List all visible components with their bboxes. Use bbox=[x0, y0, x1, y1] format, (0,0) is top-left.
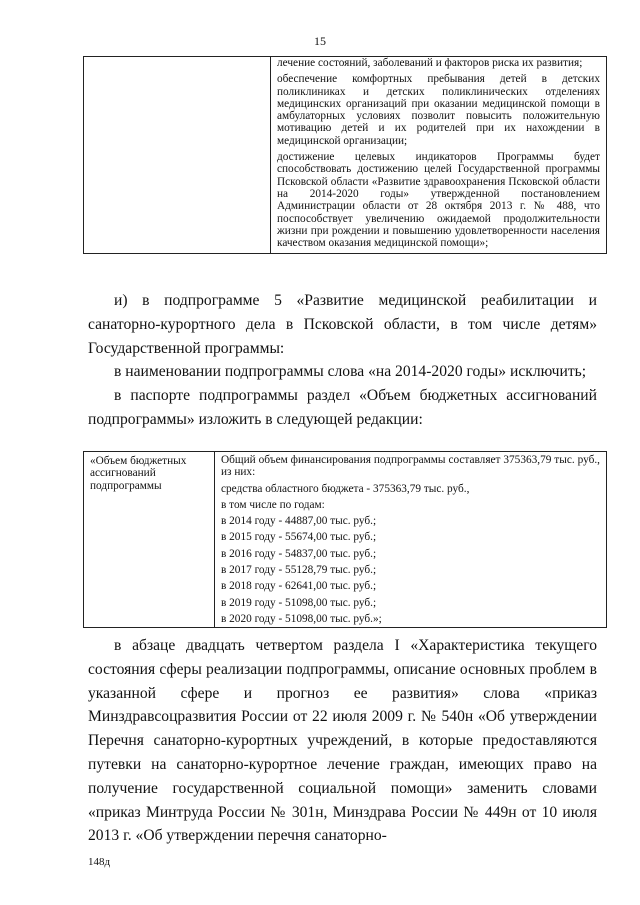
budget-line: в 2014 году - 44887,00 тыс. руб.; bbox=[221, 515, 377, 528]
budget-line: в 2018 году - 62641,00 тыс. руб.; bbox=[221, 580, 377, 593]
table1-paragraph: обеспечение комфортных пребывания детей в детских поликлиниках и детских поликлинических отделениях медицинских организаций при оказании медицинской помощи в амбулаторных условиях позволит повысить положительную мотивацию детей и их родителей при их нахождении в медицинской организации; bbox=[277, 73, 600, 147]
budget-line: в 2020 году - 51098,00 тыс. руб.»; bbox=[221, 612, 382, 625]
budget-line: в том числе по годам: bbox=[221, 498, 325, 511]
budget-table bbox=[83, 451, 607, 628]
continued-table bbox=[83, 56, 607, 254]
body-paragraph: в наименовании подпрограммы слова «на 2014-2020 годы» исключить; bbox=[114, 363, 587, 381]
budget-total-line: Общий объем финансирования подпрограммы составляет 375363,79 тыс. руб., из них: bbox=[221, 454, 600, 479]
page-number: 15 bbox=[314, 34, 326, 48]
budget-line: в 2016 году - 54837,00 тыс. руб.; bbox=[221, 547, 377, 560]
table1-right-cell bbox=[271, 57, 607, 254]
budget-line: в 2017 году - 55128,79 тыс. руб.; bbox=[221, 564, 377, 577]
body-paragraph: и) в подпрограмме 5 «Развитие медицинской реабилитации и санаторно-курортного дела в Псковской области, в том числе детям» Государственной программы: bbox=[88, 292, 597, 357]
budget-values-cell bbox=[215, 452, 607, 628]
document-code: 148д bbox=[88, 856, 111, 868]
body-text-block-1 bbox=[88, 289, 597, 432]
table1-paragraph: достижение целевых индикаторов Программы будет способствовать достижению целей Государственной программы Псковской области «Развитие здравоохранения Псковской области на 2014-2020 годы» утвержденной постановлением Администрации области от 28 октября 2013 г. № 488, что поспособствует увеличению ожидаемой продолжительности жизни при рождении и повышению удовлетворенности населения качеством оказания медицинской помощи»; bbox=[277, 151, 600, 250]
body-paragraph: в абзаце двадцать четвертом раздела I «Характеристика текущего состояния сферы реализации подпрограммы, описание основных проблем в указанной сфере и прогноз ее развития» слова «приказ Минздравсоцразвития России от 22 июля 2009 г. № 540н «Об утверждении Перечня санаторно-курортных учреждений, в которые предоставляются путевки на санаторно-курортное лечение граждан, имеющих право на получение государственной социальной помощи» заменить словами «приказ Минтруда России № 301н, Минздрава России № 449н от 10 июля 2013 г. «Об утверждении перечня санаторно- bbox=[88, 637, 597, 845]
budget-line: средства областного бюджета - 375363,79 тыс. руб., bbox=[221, 482, 470, 495]
body-text-block-2 bbox=[88, 634, 597, 848]
budget-label-cell: «Объем бюджетных ассигнований подпрограммы bbox=[84, 452, 215, 628]
table1-left-cell bbox=[84, 57, 271, 254]
budget-line: в 2015 году - 55674,00 тыс. руб.; bbox=[221, 531, 377, 544]
body-paragraph: в паспорте подпрограммы раздел «Объем бюджетных ассигнований подпрограммы» изложить в следующей редакции: bbox=[88, 387, 597, 428]
budget-line: в 2019 году - 51098,00 тыс. руб.; bbox=[221, 596, 377, 609]
table1-paragraph: лечение состояний, заболеваний и факторов риска их развития; bbox=[277, 57, 583, 69]
